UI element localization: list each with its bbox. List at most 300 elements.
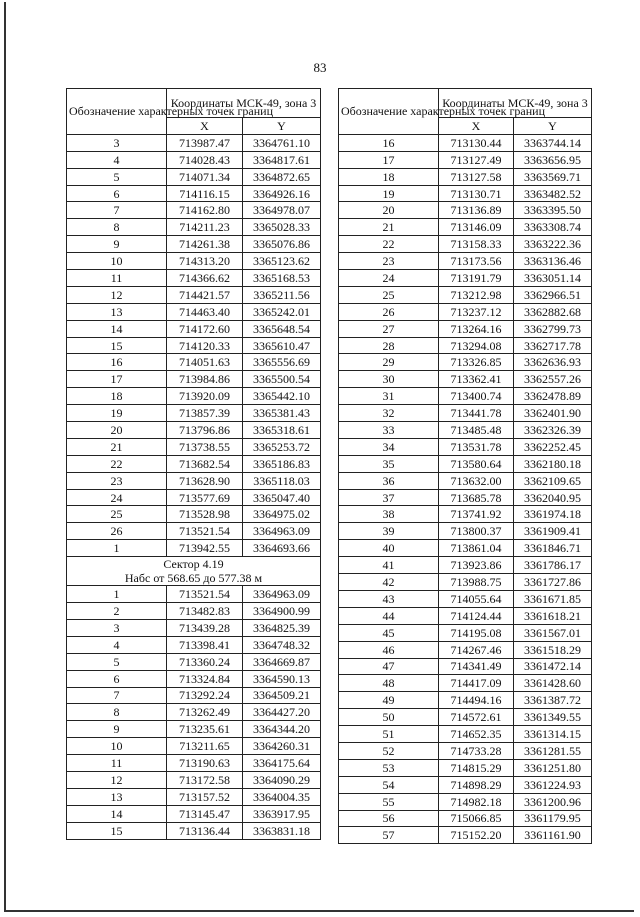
x-coordinate-cell: 714267.46 <box>439 641 514 658</box>
x-coordinate-cell: 713984.86 <box>167 371 243 388</box>
point-number-cell: 15 <box>67 337 167 354</box>
y-coordinate-cell: 3364963.09 <box>243 586 321 603</box>
y-coordinate-cell: 3362717.78 <box>514 337 592 354</box>
table-row <box>339 641 592 658</box>
point-number-cell: 11 <box>67 270 167 287</box>
point-number-cell: 9 <box>67 721 167 738</box>
x-coordinate-cell: 714071.34 <box>167 168 243 185</box>
x-coordinate-cell: 713528.98 <box>167 506 243 523</box>
point-number-cell: 14 <box>67 320 167 337</box>
point-number-cell: 41 <box>339 557 439 574</box>
table-row <box>339 675 592 692</box>
y-coordinate-cell: 3365168.53 <box>243 270 321 287</box>
x-coordinate-cell: 714463.40 <box>167 303 243 320</box>
x-coordinate-cell: 713145.47 <box>167 805 243 822</box>
table-row <box>339 759 592 776</box>
y-coordinate-cell: 3362180.18 <box>514 455 592 472</box>
x-coordinate-cell: 713292.24 <box>167 687 243 704</box>
x-coordinate-cell: 713682.54 <box>167 455 243 472</box>
x-coordinate-cell: 713400.74 <box>439 388 514 405</box>
table-row <box>339 320 592 337</box>
x-coordinate-cell: 713628.90 <box>167 472 243 489</box>
x-coordinate-cell: 713127.49 <box>439 151 514 168</box>
table-row <box>339 134 592 151</box>
point-number-cell: 8 <box>67 704 167 721</box>
y-coordinate-cell: 3365442.10 <box>243 388 321 405</box>
x-coordinate-cell: 713482.83 <box>167 603 243 620</box>
y-coordinate-cell: 3364004.35 <box>243 788 321 805</box>
x-coordinate-cell: 714733.28 <box>439 742 514 759</box>
y-column-header: Y <box>243 118 321 135</box>
left-table-body <box>67 134 321 556</box>
y-coordinate-cell: 3363656.95 <box>514 151 592 168</box>
point-number-cell: 7 <box>67 687 167 704</box>
x-coordinate-cell: 713632.00 <box>439 472 514 489</box>
x-coordinate-cell: 713796.86 <box>167 422 243 439</box>
point-number-cell: 2 <box>67 603 167 620</box>
table-row <box>339 405 592 422</box>
table-row <box>339 168 592 185</box>
y-coordinate-cell: 3363395.50 <box>514 202 592 219</box>
point-number-cell: 18 <box>339 168 439 185</box>
point-number-cell: 52 <box>339 742 439 759</box>
table-row <box>67 151 321 168</box>
x-coordinate-cell: 715066.85 <box>439 810 514 827</box>
x-column-header: X <box>167 118 243 135</box>
y-coordinate-cell: 3365211.56 <box>243 286 321 303</box>
point-number-cell: 17 <box>339 151 439 168</box>
point-number-cell: 10 <box>67 253 167 270</box>
point-number-cell: 56 <box>339 810 439 827</box>
coordinates-table-left <box>66 88 321 840</box>
y-coordinate-cell: 3361161.90 <box>514 827 592 844</box>
x-coordinate-cell: 713485.48 <box>439 422 514 439</box>
y-coordinate-cell: 3362401.90 <box>514 405 592 422</box>
x-coordinate-cell: 713800.37 <box>439 523 514 540</box>
y-coordinate-cell: 3365186.83 <box>243 455 321 472</box>
sector-table-body <box>67 586 321 839</box>
point-number-cell: 42 <box>339 574 439 591</box>
y-coordinate-cell: 3362040.95 <box>514 489 592 506</box>
x-coordinate-cell: 714051.63 <box>167 354 243 371</box>
x-coordinate-cell: 713685.78 <box>439 489 514 506</box>
y-coordinate-cell: 3364175.64 <box>243 755 321 772</box>
table-row <box>339 253 592 270</box>
x-coordinate-cell: 713861.04 <box>439 540 514 557</box>
x-coordinate-cell: 714982.18 <box>439 793 514 810</box>
right-table-body <box>339 134 592 843</box>
table-row <box>339 742 592 759</box>
table-row <box>67 270 321 287</box>
y-coordinate-cell: 3361251.80 <box>514 759 592 776</box>
table-row <box>67 168 321 185</box>
x-coordinate-cell: 713988.75 <box>439 574 514 591</box>
y-coordinate-cell: 3365648.54 <box>243 320 321 337</box>
point-number-cell: 5 <box>67 168 167 185</box>
table-row <box>67 202 321 219</box>
x-coordinate-cell: 713157.52 <box>167 788 243 805</box>
point-number-cell: 43 <box>339 590 439 607</box>
table-row <box>339 151 592 168</box>
coordinates-table-right <box>338 88 592 844</box>
table-row <box>339 337 592 354</box>
table-row <box>67 619 321 636</box>
x-column-header: X <box>439 118 514 135</box>
table-row <box>339 472 592 489</box>
y-coordinate-cell: 3362252.45 <box>514 438 592 455</box>
point-number-cell: 3 <box>67 134 167 151</box>
y-coordinate-cell: 3365381.43 <box>243 405 321 422</box>
point-number-cell: 39 <box>339 523 439 540</box>
x-coordinate-cell: 714211.23 <box>167 219 243 236</box>
x-coordinate-cell: 713577.69 <box>167 489 243 506</box>
x-coordinate-cell: 714815.29 <box>439 759 514 776</box>
point-number-cell: 37 <box>339 489 439 506</box>
y-coordinate-cell: 3361428.60 <box>514 675 592 692</box>
point-number-cell: 44 <box>339 607 439 624</box>
x-coordinate-cell: 713324.84 <box>167 670 243 687</box>
x-coordinate-cell: 713362.41 <box>439 371 514 388</box>
table-row <box>67 523 321 540</box>
x-coordinate-cell: 713521.54 <box>167 586 243 603</box>
table-row <box>67 489 321 506</box>
designation-header: Обозначение характерных точек границ <box>67 89 167 135</box>
y-coordinate-cell: 3364669.87 <box>243 653 321 670</box>
y-coordinate-cell: 3361909.41 <box>514 523 592 540</box>
table-row <box>339 202 592 219</box>
point-number-cell: 8 <box>67 219 167 236</box>
point-number-cell: 51 <box>339 726 439 743</box>
point-number-cell: 26 <box>67 523 167 540</box>
y-coordinate-cell: 3365118.03 <box>243 472 321 489</box>
y-coordinate-cell: 3362557.26 <box>514 371 592 388</box>
point-number-cell: 28 <box>339 337 439 354</box>
x-coordinate-cell: 713857.39 <box>167 405 243 422</box>
y-coordinate-cell: 3364260.31 <box>243 738 321 755</box>
table-row <box>67 185 321 202</box>
y-coordinate-cell: 3364590.13 <box>243 670 321 687</box>
table-row <box>67 704 321 721</box>
table-row <box>339 388 592 405</box>
x-coordinate-cell: 714124.44 <box>439 607 514 624</box>
x-coordinate-cell: 713173.56 <box>439 253 514 270</box>
y-coordinate-cell: 3364817.61 <box>243 151 321 168</box>
y-coordinate-cell: 3363136.46 <box>514 253 592 270</box>
table-row <box>339 776 592 793</box>
point-number-cell: 46 <box>339 641 439 658</box>
table-row <box>67 405 321 422</box>
point-number-cell: 47 <box>339 658 439 675</box>
x-coordinate-cell: 713127.58 <box>439 168 514 185</box>
table-row <box>339 489 592 506</box>
table-row <box>67 236 321 253</box>
table-row <box>339 354 592 371</box>
point-number-cell: 6 <box>67 670 167 687</box>
point-number-cell: 20 <box>339 202 439 219</box>
y-coordinate-cell: 3365047.40 <box>243 489 321 506</box>
point-number-cell: 19 <box>67 405 167 422</box>
table-row <box>67 438 321 455</box>
y-coordinate-cell: 3361567.01 <box>514 624 592 641</box>
table-row <box>339 455 592 472</box>
table-row <box>67 653 321 670</box>
y-coordinate-cell: 3361974.18 <box>514 506 592 523</box>
sector-subtitle: Набс от 568.65 до 577.38 м <box>124 571 263 586</box>
point-number-cell: 21 <box>67 438 167 455</box>
table-row <box>339 540 592 557</box>
point-number-cell: 31 <box>339 388 439 405</box>
y-coordinate-cell: 3362799.73 <box>514 320 592 337</box>
page-number: 83 <box>313 60 327 75</box>
y-coordinate-cell: 3364825.39 <box>243 619 321 636</box>
table-row <box>67 320 321 337</box>
table-row <box>67 472 321 489</box>
point-number-cell: 17 <box>67 371 167 388</box>
x-coordinate-cell: 713326.85 <box>439 354 514 371</box>
point-number-cell: 33 <box>339 422 439 439</box>
x-coordinate-cell: 714028.43 <box>167 151 243 168</box>
x-coordinate-cell: 713531.78 <box>439 438 514 455</box>
y-coordinate-cell: 3361618.21 <box>514 607 592 624</box>
point-number-cell: 13 <box>67 788 167 805</box>
table-row <box>339 557 592 574</box>
table-row <box>339 793 592 810</box>
point-number-cell: 14 <box>67 805 167 822</box>
x-coordinate-cell: 714494.16 <box>439 692 514 709</box>
table-row <box>339 286 592 303</box>
table-row <box>339 236 592 253</box>
x-coordinate-cell: 714055.64 <box>439 590 514 607</box>
y-coordinate-cell: 3361472.14 <box>514 658 592 675</box>
table-row <box>339 574 592 591</box>
table-row <box>339 422 592 439</box>
y-coordinate-cell: 3361224.93 <box>514 776 592 793</box>
table-row <box>339 523 592 540</box>
point-number-cell: 55 <box>339 793 439 810</box>
point-number-cell: 11 <box>67 755 167 772</box>
y-coordinate-cell: 3361281.55 <box>514 742 592 759</box>
y-coordinate-cell: 3365076.86 <box>243 236 321 253</box>
table-row <box>339 827 592 844</box>
y-coordinate-cell: 3364761.10 <box>243 134 321 151</box>
point-number-cell: 22 <box>67 455 167 472</box>
x-coordinate-cell: 714572.61 <box>439 709 514 726</box>
table-row <box>67 586 321 603</box>
y-coordinate-cell: 3361314.15 <box>514 726 592 743</box>
x-coordinate-cell: 714313.20 <box>167 253 243 270</box>
y-coordinate-cell: 3364926.16 <box>243 185 321 202</box>
table-row <box>67 371 321 388</box>
x-coordinate-cell: 713942.55 <box>167 540 243 557</box>
table-row <box>339 219 592 236</box>
x-coordinate-cell: 713190.63 <box>167 755 243 772</box>
x-coordinate-cell: 714195.08 <box>439 624 514 641</box>
point-number-cell: 23 <box>67 472 167 489</box>
coordinates-header: Координаты МСК-49, зона 3 <box>167 89 321 118</box>
point-number-cell: 30 <box>339 371 439 388</box>
point-number-cell: 32 <box>339 405 439 422</box>
x-coordinate-cell: 713172.58 <box>167 771 243 788</box>
table-row <box>339 607 592 624</box>
table-row <box>339 303 592 320</box>
x-coordinate-cell: 713158.33 <box>439 236 514 253</box>
point-number-cell: 13 <box>67 303 167 320</box>
x-coordinate-cell: 713136.44 <box>167 822 243 839</box>
y-coordinate-cell: 3364344.20 <box>243 721 321 738</box>
y-coordinate-cell: 3364963.09 <box>243 523 321 540</box>
table-row <box>67 337 321 354</box>
x-coordinate-cell: 714116.15 <box>167 185 243 202</box>
x-coordinate-cell: 713191.79 <box>439 270 514 287</box>
point-number-cell: 36 <box>339 472 439 489</box>
table-row <box>67 422 321 439</box>
y-coordinate-cell: 3364427.20 <box>243 704 321 721</box>
table-row <box>67 455 321 472</box>
y-coordinate-cell: 3362326.39 <box>514 422 592 439</box>
table-row <box>339 709 592 726</box>
point-number-cell: 22 <box>339 236 439 253</box>
point-number-cell: 20 <box>67 422 167 439</box>
table-row <box>67 805 321 822</box>
point-number-cell: 12 <box>67 771 167 788</box>
point-number-cell: 29 <box>339 354 439 371</box>
x-coordinate-cell: 713521.54 <box>167 523 243 540</box>
table-row <box>67 755 321 772</box>
x-coordinate-cell: 714366.62 <box>167 270 243 287</box>
point-number-cell: 18 <box>67 388 167 405</box>
table-row <box>67 670 321 687</box>
table-row <box>67 506 321 523</box>
designation-header: Обозначение характерных точек границ <box>339 89 439 135</box>
table-row <box>339 692 592 709</box>
point-number-cell: 3 <box>67 619 167 636</box>
table-row <box>67 603 321 620</box>
point-number-cell: 53 <box>339 759 439 776</box>
table-row <box>67 788 321 805</box>
x-coordinate-cell: 713987.47 <box>167 134 243 151</box>
x-coordinate-cell: 715152.20 <box>439 827 514 844</box>
y-coordinate-cell: 3365318.61 <box>243 422 321 439</box>
y-coordinate-cell: 3361727.86 <box>514 574 592 591</box>
y-coordinate-cell: 3362966.51 <box>514 286 592 303</box>
y-coordinate-cell: 3363831.18 <box>243 822 321 839</box>
x-coordinate-cell: 714652.35 <box>439 726 514 743</box>
y-coordinate-cell: 3361518.29 <box>514 641 592 658</box>
point-number-cell: 38 <box>339 506 439 523</box>
x-coordinate-cell: 713235.61 <box>167 721 243 738</box>
point-number-cell: 1 <box>67 540 167 557</box>
x-coordinate-cell: 713738.55 <box>167 438 243 455</box>
y-column-header: Y <box>514 118 592 135</box>
point-number-cell: 16 <box>67 354 167 371</box>
table-row <box>67 687 321 704</box>
point-number-cell: 25 <box>339 286 439 303</box>
y-coordinate-cell: 3363308.74 <box>514 219 592 236</box>
y-coordinate-cell: 3365500.54 <box>243 371 321 388</box>
point-number-cell: 4 <box>67 151 167 168</box>
point-number-cell: 35 <box>339 455 439 472</box>
y-coordinate-cell: 3361349.55 <box>514 709 592 726</box>
y-coordinate-cell: 3363222.36 <box>514 236 592 253</box>
point-number-cell: 34 <box>339 438 439 455</box>
x-coordinate-cell: 714417.09 <box>439 675 514 692</box>
x-coordinate-cell: 713294.08 <box>439 337 514 354</box>
y-coordinate-cell: 3365123.62 <box>243 253 321 270</box>
table-row <box>339 658 592 675</box>
x-coordinate-cell: 714120.33 <box>167 337 243 354</box>
point-number-cell: 23 <box>339 253 439 270</box>
x-coordinate-cell: 714898.29 <box>439 776 514 793</box>
point-number-cell: 7 <box>67 202 167 219</box>
point-number-cell: 50 <box>339 709 439 726</box>
x-coordinate-cell: 713360.24 <box>167 653 243 670</box>
x-coordinate-cell: 713212.98 <box>439 286 514 303</box>
point-number-cell: 24 <box>67 489 167 506</box>
table-row <box>67 388 321 405</box>
x-coordinate-cell: 713146.09 <box>439 219 514 236</box>
table-row <box>67 286 321 303</box>
point-number-cell: 5 <box>67 653 167 670</box>
point-number-cell: 12 <box>67 286 167 303</box>
y-coordinate-cell: 3365242.01 <box>243 303 321 320</box>
x-coordinate-cell: 713920.09 <box>167 388 243 405</box>
y-coordinate-cell: 3362882.68 <box>514 303 592 320</box>
point-number-cell: 25 <box>67 506 167 523</box>
table-row <box>339 590 592 607</box>
y-coordinate-cell: 3362636.93 <box>514 354 592 371</box>
y-coordinate-cell: 3364975.02 <box>243 506 321 523</box>
table-row <box>339 371 592 388</box>
point-number-cell: 57 <box>339 827 439 844</box>
point-number-cell: 26 <box>339 303 439 320</box>
x-coordinate-cell: 713237.12 <box>439 303 514 320</box>
table-row <box>339 726 592 743</box>
y-coordinate-cell: 3361179.95 <box>514 810 592 827</box>
sector-heading <box>67 557 321 586</box>
table-row <box>67 354 321 371</box>
y-coordinate-cell: 3364900.99 <box>243 603 321 620</box>
y-coordinate-cell: 3364090.29 <box>243 771 321 788</box>
y-coordinate-cell: 3364978.07 <box>243 202 321 219</box>
y-coordinate-cell: 3361786.17 <box>514 557 592 574</box>
point-number-cell: 40 <box>339 540 439 557</box>
point-number-cell: 15 <box>67 822 167 839</box>
x-coordinate-cell: 714172.60 <box>167 320 243 337</box>
y-coordinate-cell: 3361671.85 <box>514 590 592 607</box>
point-number-cell: 19 <box>339 185 439 202</box>
table-row <box>67 721 321 738</box>
point-number-cell: 45 <box>339 624 439 641</box>
sector-title: Сектор 4.19 <box>163 557 224 572</box>
point-number-cell: 24 <box>339 270 439 287</box>
y-coordinate-cell: 3365610.47 <box>243 337 321 354</box>
table-row <box>67 134 321 151</box>
x-coordinate-cell: 714421.57 <box>167 286 243 303</box>
table-row <box>67 771 321 788</box>
y-coordinate-cell: 3363917.95 <box>243 805 321 822</box>
coordinates-header: Координаты МСК-49, зона 3 <box>439 89 592 118</box>
table-row <box>67 822 321 839</box>
y-coordinate-cell: 3364872.65 <box>243 168 321 185</box>
x-coordinate-cell: 713262.49 <box>167 704 243 721</box>
y-coordinate-cell: 3361200.96 <box>514 793 592 810</box>
x-coordinate-cell: 713923.86 <box>439 557 514 574</box>
y-coordinate-cell: 3363482.52 <box>514 185 592 202</box>
y-coordinate-cell: 3361387.72 <box>514 692 592 709</box>
point-number-cell: 1 <box>67 586 167 603</box>
point-number-cell: 48 <box>339 675 439 692</box>
x-coordinate-cell: 713130.71 <box>439 185 514 202</box>
